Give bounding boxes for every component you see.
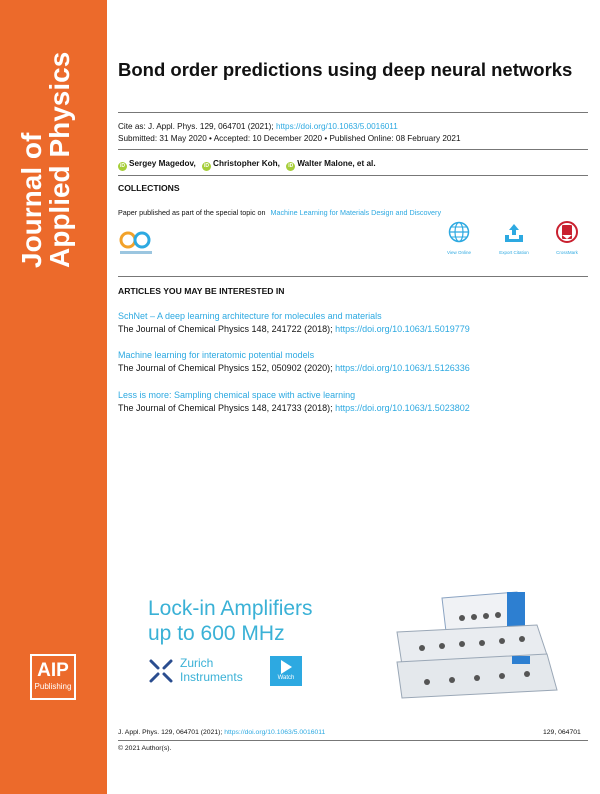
- dates-line: Submitted: 31 May 2020 • Accepted: 10 December 2020 • Published Online: 08 February 2021: [118, 134, 461, 143]
- related-articles-heading: ARTICLES YOU MAY BE INTERESTED IN: [118, 286, 285, 296]
- journal-name-line1: Journal of: [16, 132, 47, 268]
- author-name[interactable]: Walter Malone, et al.: [297, 159, 376, 168]
- divider: [118, 175, 588, 176]
- collections-heading: COLLECTIONS: [118, 183, 180, 193]
- export-icon: [503, 221, 525, 243]
- ad-headline: [148, 596, 313, 646]
- watch-label: Watch: [277, 675, 295, 681]
- authors-line: [118, 158, 376, 171]
- ad-headline-line1: Lock-in Amplifiers: [148, 597, 313, 620]
- footer-divider: [118, 740, 588, 741]
- tool-label: View Online: [447, 250, 471, 255]
- related-article-title[interactable]: SchNet – A deep learning architecture for molecules and materials: [118, 311, 382, 321]
- zurich-instruments-logo-icon: [148, 658, 174, 684]
- aip-publishing-logo[interactable]: [30, 654, 76, 700]
- ad-headline-line2: up to 600 MHz: [148, 622, 285, 645]
- collections-text: Paper published as part of the special topic on: [118, 208, 266, 217]
- export-citation-button[interactable]: [489, 221, 539, 255]
- collections-text-line: [118, 207, 441, 218]
- orcid-icon[interactable]: iD: [120, 163, 125, 169]
- related-article-ref: [118, 403, 470, 413]
- article-title[interactable]: Bond order predictions using deep neural networks: [118, 59, 573, 80]
- related-article-citation: The Journal of Chemical Physics 152, 050902 (2020);: [118, 363, 333, 373]
- orcid-icon[interactable]: iD: [288, 163, 294, 169]
- footer-page: 129, 064701: [543, 729, 581, 736]
- journal-sidebar: [0, 0, 107, 794]
- related-article-doi-link[interactable]: https://doi.org/10.1063/1.5126336: [335, 363, 470, 373]
- divider: [118, 276, 588, 277]
- related-article-citation: The Journal of Chemical Physics 148, 241733 (2018);: [118, 403, 333, 413]
- ad-brand: [180, 656, 243, 684]
- related-article-title[interactable]: Machine learning for interatomic potential models: [118, 350, 315, 360]
- related-article-doi-link[interactable]: https://doi.org/10.1063/1.5019779: [335, 324, 470, 334]
- ad-brand-line1: Zurich: [180, 656, 214, 670]
- special-topic-link[interactable]: Machine Learning for Materials Design and Discovery: [270, 208, 442, 217]
- divider: [118, 112, 588, 113]
- watch-video-button[interactable]: [270, 656, 302, 686]
- play-icon: [281, 660, 292, 674]
- globe-icon: [448, 221, 470, 243]
- related-article-title[interactable]: Less is more: Sampling chemical space with active learning: [118, 390, 356, 400]
- footer-doi-link[interactable]: https://doi.org/10.1063/5.0016011: [224, 729, 326, 736]
- footer-cite-text: J. Appl. Phys. 129, 064701 (2021);: [118, 729, 223, 736]
- crossmark-button[interactable]: [542, 221, 592, 255]
- cite-line: [118, 121, 398, 132]
- related-article-doi-link[interactable]: https://doi.org/10.1063/1.5023802: [335, 403, 470, 413]
- related-article-ref: [118, 363, 470, 373]
- related-article-citation: The Journal of Chemical Physics 148, 241722 (2018);: [118, 324, 333, 334]
- journal-name-line2: Applied Physics: [44, 51, 75, 268]
- footer-copyright: © 2021 Author(s).: [118, 745, 172, 752]
- ad-brand-line2: Instruments: [180, 670, 243, 684]
- aip-logo-text: AIP: [37, 660, 69, 681]
- view-online-button[interactable]: [434, 221, 484, 255]
- crossmark-icon: [556, 221, 578, 243]
- open-access-icon: [118, 229, 154, 257]
- related-article-ref: [118, 324, 470, 334]
- advertisement-banner[interactable]: [142, 590, 562, 700]
- orcid-icon[interactable]: iD: [204, 163, 210, 169]
- author-name[interactable]: Christopher Koh,: [213, 159, 280, 168]
- aip-logo-subtext: Publishing: [34, 682, 72, 691]
- journal-name: [18, 18, 74, 268]
- author-name[interactable]: Sergey Magedov,: [129, 159, 196, 168]
- tool-label: Export Citation: [499, 250, 529, 255]
- cite-doi-link[interactable]: https://doi.org/10.1063/5.0016011: [275, 122, 398, 131]
- cite-label: Cite as: J. Appl. Phys. 129, 064701 (2021);: [118, 122, 274, 131]
- divider: [118, 149, 588, 150]
- footer-cite: [118, 729, 325, 736]
- tool-label: CrossMark: [556, 250, 578, 255]
- lock-in-amplifier-instruments-image: [392, 590, 562, 700]
